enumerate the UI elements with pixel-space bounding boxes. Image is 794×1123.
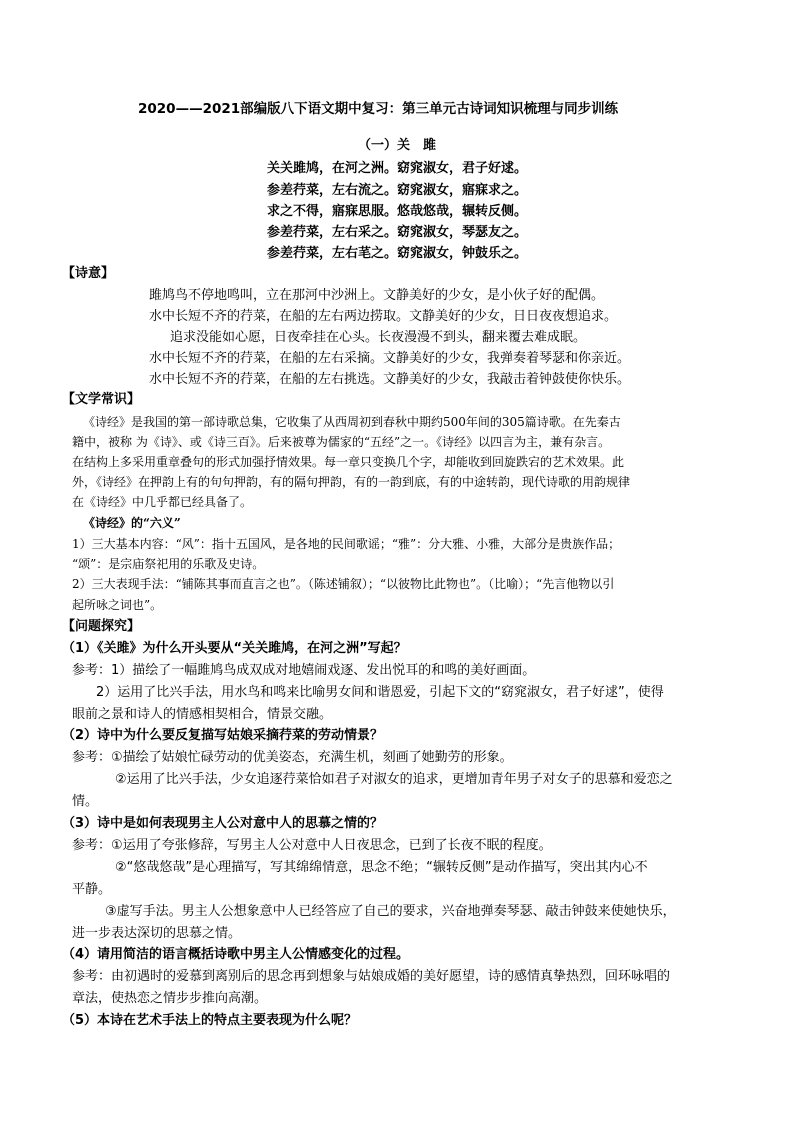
answer-line: ②运用了比兴手法，少女追逐荇菜恰如君子对淑女的追求，更增加青年男子对女子的思慕和爱恋之	[115, 772, 673, 787]
question-4: （4）请用简洁的语言概括诗歌中男主人公情感变化的过程。	[62, 947, 410, 962]
shiyi-line: 水中长短不齐的荇菜，在船的左右采摘。文静美好的少女，我弹奏着琴瑟和你亲近。	[149, 351, 631, 366]
answer-line: 2）运用了比兴手法，用水鸟和鸣来比喻男女间和谐恩爱，引起下文的“窈窕淑女，君子好逑”，使得	[96, 685, 664, 700]
document-title: 2020——2021部编版八下语文期中复习：第三单元古诗词知识梳理与同步训练	[138, 101, 619, 117]
section-heading-shiyi: 【诗意】	[62, 266, 115, 281]
answer-line: 眼前之景和诗人的情感相契相合，情景交融。	[72, 707, 333, 722]
poem-heading: （一）关 雎	[357, 138, 436, 153]
shiyi-line: 水中长短不齐的荇菜，在船的左右挑选。文静美好的少女，我敲击着钟鼓使你快乐。	[149, 372, 631, 387]
liuyi-line: “颂”：是宗庙祭祀用的乐歌及史诗。	[72, 557, 265, 571]
liuyi-line: 起所咏之词也”。	[72, 598, 163, 612]
liuyi-heading: 《诗经》的“六义”	[83, 516, 181, 530]
answer-line: 平静。	[72, 882, 112, 897]
question-2: （2）诗中为什么要反复描写姑娘采摘荇菜的劳动情景？	[62, 728, 384, 743]
answer-line: 章法，使热恋之情步步推向高潮。	[72, 991, 268, 1006]
answer-line: 参考：①运用了夸张修辞，写男主人公对意中人日夜思念，已到了长夜不眠的程度。	[72, 838, 552, 853]
answer-line: 情。	[72, 794, 99, 809]
shiyi-line: 雎鸠鸟不停地鸣叫，立在那河中沙洲上。文静美好的少女，是小伙子好的配偶。	[149, 288, 605, 303]
answer-line: ②“悠哉悠哉”是心理描写，写其绵绵情意，思念不绝；“辗转反侧”是动作描写，突出其内心不	[115, 860, 648, 875]
changshi-line: 《诗经》是我国的第一部诗歌总集，它收集了从西周初到春秋中期约500年间的305篇诗歌。在先秦古	[83, 415, 621, 429]
changshi-line: 外，《诗经》在押韵上有的句句押韵，有的隔句押韵，有的一韵到底，有的中途转韵，现代诗歌的用韵规律	[72, 475, 631, 489]
poem-line: 关关雎鸠，在河之洲。窈窕淑女，君子好逑。	[266, 161, 527, 176]
section-heading-tanjiu: 【问题探究】	[62, 619, 141, 634]
question-1: （1）《关雎》为什么开头要从“关关雎鸠，在河之洲”写起？	[62, 641, 407, 656]
answer-line: 进一步表达深切的思慕之情。	[72, 926, 242, 941]
section-heading-changshi: 【文学常识】	[62, 392, 141, 407]
poem-line: 参差荇菜，左右芼之。窈窕淑女，钟鼓乐之。	[266, 246, 527, 261]
poem-line: 参差荇菜，左右流之。窈窕淑女，寤寐求之。	[266, 183, 527, 198]
shiyi-line: 水中长短不齐的荇菜，在船的左右两边捞取。文静美好的少女，日日夜夜想追求。	[149, 309, 618, 324]
answer-line: 参考：1）描绘了一幅雎鸠鸟成双成对地嬉闹戏逐、发出悦耳的和鸣的美好画面。	[72, 663, 536, 678]
answer-line: ③虚写手法。男主人公想象意中人已经答应了自己的要求，兴奋地弹奏琴瑟、敲击钟鼓来使她快乐，	[105, 904, 676, 919]
liuyi-line: 2）三大表现手法：“铺陈其事而直言之也”。（陈述铺叙）；“以彼物比此物也”。（比喻）；“先言他物以引	[72, 577, 615, 591]
question-3: （3）诗中是如何表现男主人公对意中人的思慕之情的？	[62, 816, 384, 831]
poem-line: 求之不得，寤寐思服。悠哉悠哉，辗转反侧。	[266, 204, 527, 219]
liuyi-line: 1）三大基本内容：“风”：指十五国风，是各地的民间歌谣；“雅”：分大雅、小雅，大部分是贵族作品；	[72, 537, 621, 551]
changshi-line: 籍中，被称 为《诗》、或《诗三百》。后来被尊为儒家的“五经”之一。《诗经》以四言为主，兼有杂言。	[72, 435, 611, 449]
shiyi-line: 追求没能如心愿，日夜牵挂在心头。长夜漫漫不到头，翻来覆去难成眠。	[170, 330, 587, 345]
answer-line: 参考：由初遇时的爱慕到离别后的思念再到想象与姑娘成婚的美好愿望，诗的感情真挚热烈，回环咏唱的	[72, 969, 671, 984]
changshi-line: 在结构上多采用重章叠句的形式加强抒情效果。每一章只变换几个字，却能收到回旋跌宕的艺术效果。此	[72, 455, 625, 469]
answer-line: 参考：①描绘了姑娘忙碌劳动的优美姿态，充满生机，刻画了她勤劳的形象。	[72, 750, 513, 765]
question-5: （5）本诗在艺术手法上的特点主要表现为什么呢？	[62, 1013, 358, 1028]
poem-line: 参差荇菜，左右采之。窈窕淑女，琴瑟友之。	[266, 225, 527, 240]
changshi-line: 在《诗经》中几乎都已经具备了。	[72, 495, 253, 509]
